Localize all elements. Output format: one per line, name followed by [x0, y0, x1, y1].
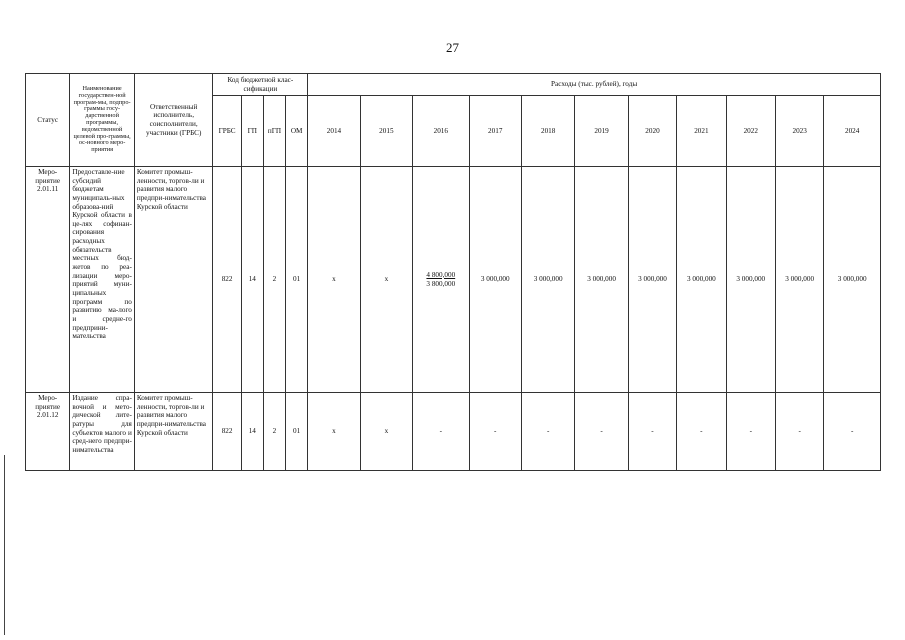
row-code: 14 [241, 167, 263, 393]
header-code: пГП [263, 96, 285, 167]
header-year: 2021 [677, 96, 726, 167]
row-name: Издание спра-вочной и мето-дической лите-ратуры для субъектов малого и сред-него предпри-нимательства [70, 393, 135, 471]
row-executor: Комитет промыш-ленности, торгов-ли и развития малого предпри-нимательства Курской области [134, 393, 213, 471]
row-value: - [824, 393, 881, 471]
row-value: - [628, 393, 676, 471]
table-row [26, 393, 881, 471]
margin-line [4, 455, 5, 635]
budget-table [25, 73, 881, 471]
header-row-1 [26, 74, 881, 96]
row-value: 3 000,000 [469, 167, 521, 393]
page-number: 27 [446, 40, 459, 55]
header-year: 2023 [775, 96, 823, 167]
header-code: ОМ [286, 96, 308, 167]
value-bottom: 3 800,000 [426, 279, 456, 288]
row-status: Меро-приятие 2.01.11 [26, 167, 70, 393]
row-value: - [677, 393, 726, 471]
header-budget-code: Код бюджетной клас-сификации [213, 74, 308, 96]
header-code: ГРБС [213, 96, 241, 167]
row-value: 3 000,000 [521, 167, 574, 393]
header-year: 2019 [575, 96, 628, 167]
header-year: 2020 [628, 96, 676, 167]
row-code: 822 [213, 393, 241, 471]
row-name: Предоставле-ние субсидий бюджетам муниципаль-ных образова-ний Курской области в це-лях софинан-сирования расходных обязательств местных бюд-жетов по реа-лизации меро-приятий муни-ципальных программ по развитию ма-лого и средне-го предприни-мательства [70, 167, 135, 393]
header-name: Наименование государствен-ной програм-мы, подпро-граммы госу-дарственной программы, ведомственной целевой про-граммы, ос-новного меро-приятия [70, 74, 135, 167]
row-value: 3 000,000 [775, 167, 823, 393]
table-row [26, 167, 881, 393]
row-code: 14 [241, 393, 263, 471]
header-expenses: Расходы (тыс. рублей), годы [308, 74, 881, 96]
row-value: - [413, 393, 469, 471]
row-value: 3 000,000 [824, 167, 881, 393]
row-code: 2 [263, 393, 285, 471]
row-value: 3 000,000 [628, 167, 676, 393]
row-executor: Комитет промыш-ленности, торгов-ли и развития малого предпри-нимательства Курской области [134, 167, 213, 393]
row-value: x [360, 167, 412, 393]
header-year: 2015 [360, 96, 412, 167]
row-value: 3 000,000 [677, 167, 726, 393]
row-value-2016 [413, 167, 469, 393]
row-value: - [521, 393, 574, 471]
row-code: 2 [263, 167, 285, 393]
header-year: 2024 [824, 96, 881, 167]
row-value: - [575, 393, 628, 471]
row-value: x [360, 393, 412, 471]
row-value: - [775, 393, 823, 471]
row-value: - [469, 393, 521, 471]
value-fraction [426, 271, 455, 289]
row-value: - [726, 393, 775, 471]
header-year: 2016 [413, 96, 469, 167]
header-code: ГП [241, 96, 263, 167]
row-status: Меро-приятие 2.01.12 [26, 393, 70, 471]
header-year: 2018 [521, 96, 574, 167]
header-executor: Ответственный исполнитель, соисполнители, участники (ГРБС) [134, 74, 213, 167]
row-code: 01 [286, 393, 308, 471]
header-year: 2017 [469, 96, 521, 167]
row-value: x [308, 393, 360, 471]
row-value: 3 000,000 [575, 167, 628, 393]
header-year: 2022 [726, 96, 775, 167]
row-value: 3 000,000 [726, 167, 775, 393]
row-code: 01 [286, 167, 308, 393]
header-status: Статус [26, 74, 70, 167]
row-code: 822 [213, 167, 241, 393]
value-top: 4 800,000 [426, 270, 456, 279]
row-value: x [308, 167, 360, 393]
header-year: 2014 [308, 96, 360, 167]
